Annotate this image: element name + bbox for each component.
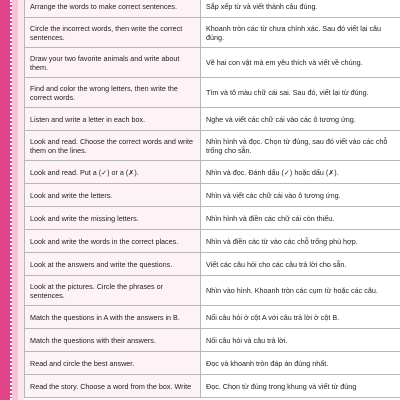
table-row [25, 276, 400, 306]
vietnamese-translation: Đọc. Chọn từ đúng trong khung và viết từ đúng [201, 375, 400, 398]
english-instruction: Look and write the letters. [25, 184, 201, 207]
english-instruction: Look at the pictures. Circle the phrases or sentences. [25, 276, 201, 306]
english-instruction: Look and write the words in the correct places. [25, 230, 201, 253]
english-instruction: Draw your two favorite animals and write about them. [25, 48, 201, 78]
table-row [25, 161, 400, 184]
english-instruction: Match the questions in A with the answers in B. [25, 306, 201, 329]
vietnamese-translation: Nối câu hỏi và câu trả lời. [201, 329, 400, 352]
english-instruction: Look and write the missing letters. [25, 207, 201, 230]
table-row [25, 48, 400, 78]
table-row [25, 253, 400, 276]
table-row [25, 108, 400, 131]
english-instruction: Look and read. Choose the correct words and write them on the lines. [25, 131, 201, 161]
english-instruction: Look and read. Put a (✓) or a (✗). [25, 161, 201, 184]
english-instruction: Find and color the wrong letters, then write the correct words. [25, 78, 201, 108]
english-instruction: Match the questions with their answers. [25, 329, 201, 352]
table-row [25, 131, 400, 161]
vietnamese-translation: Nhìn hình và điền các chữ cái còn thiếu. [201, 207, 400, 230]
vietnamese-translation: Sắp xếp từ và viết thành câu đúng. [201, 0, 400, 18]
page-edge-ribbon [0, 0, 12, 400]
vietnamese-translation: Nghe và viết các chữ cái vào các ô tương ứng. [201, 108, 400, 131]
table-row [25, 329, 400, 352]
english-instruction: Listen and write a letter in each box. [25, 108, 201, 131]
vietnamese-translation: Nhìn và viết các chữ cái vào ô tương ứng. [201, 184, 400, 207]
instruction-table-container [24, 0, 400, 400]
vietnamese-translation: Nhìn và đọc. Đánh dấu (✓) hoặc dấu (✗). [201, 161, 400, 184]
table-row [25, 207, 400, 230]
table-row [25, 352, 400, 375]
vietnamese-translation: Nhìn hình và đọc. Chọn từ đúng, sau đó viết vào các chỗ trống cho sẵn. [201, 131, 400, 161]
english-instruction: Look at the answers and write the questions. [25, 253, 201, 276]
english-instruction: Read and circle the best answer. [25, 352, 201, 375]
vietnamese-translation: Nối câu hỏi ở cột A với câu trả lời ở cột B. [201, 306, 400, 329]
english-instruction: Arrange the words to make correct sentences. [25, 0, 201, 18]
vietnamese-translation: Viết các câu hỏi cho các câu trả lời cho sẵn. [201, 253, 400, 276]
table-row [25, 306, 400, 329]
vietnamese-translation: Tìm và tô màu chữ cái sai. Sau đó, viết lại từ đúng. [201, 78, 400, 108]
instruction-glossary-table [24, 0, 400, 398]
english-instruction: Read the story. Choose a word from the box. Write [25, 375, 201, 398]
table-row [25, 230, 400, 253]
table-row [25, 375, 400, 398]
page-edge-stripe [12, 0, 18, 400]
table-row [25, 0, 400, 18]
vietnamese-translation: Nhìn vào hình. Khoanh tròn các cụm từ hoặc các câu. [201, 276, 400, 306]
english-instruction: Circle the incorrect words, then write the correct sentences. [25, 18, 201, 48]
table-row [25, 184, 400, 207]
vietnamese-translation: Khoanh tròn các từ chưa chính xác. Sau đó viết lại câu đúng. [201, 18, 400, 48]
vietnamese-translation: Nhìn và điền các từ vào các chỗ trống phù hợp. [201, 230, 400, 253]
table-row [25, 78, 400, 108]
vietnamese-translation: Vẽ hai con vật mà em yêu thích và viết về chúng. [201, 48, 400, 78]
vietnamese-translation: Đọc và khoanh tròn đáp án đúng nhất. [201, 352, 400, 375]
table-row [25, 18, 400, 48]
